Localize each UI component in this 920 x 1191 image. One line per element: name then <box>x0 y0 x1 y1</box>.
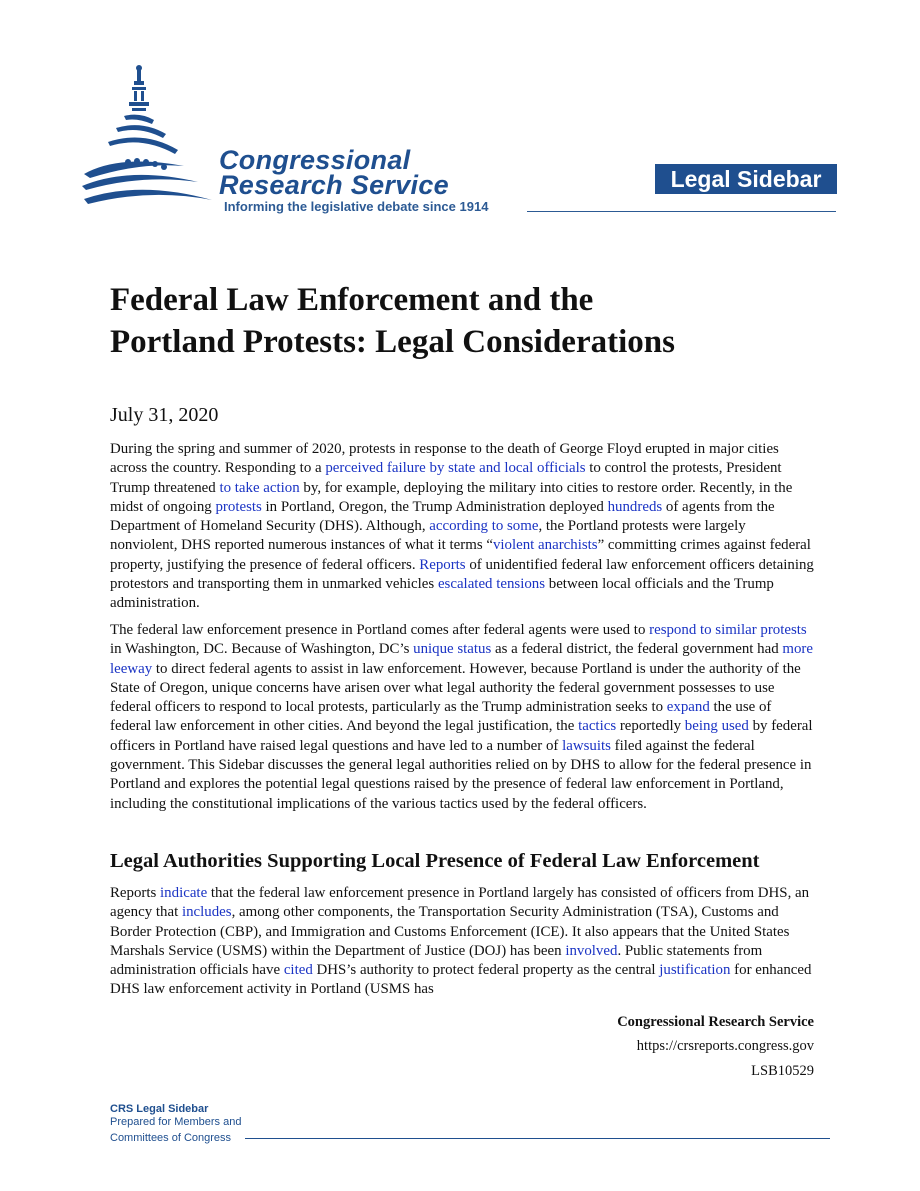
header-divider <box>527 211 836 212</box>
text-run: in Washington, DC. Because of Washington, DC’s <box>110 641 414 658</box>
text-run: filed against the federal government. This Sidebar discusses the general legal authorities relied on by DHS to allow for the federal presence in Portland and explores the potential legal questions raised by the presence of federal law enforcement in Portland, including the constitutional implications of the various tactics used by the federal officers. <box>110 737 812 812</box>
paragraph-1 <box>110 440 815 614</box>
footer-url[interactable]: https://crsreports.congress.gov <box>636 1038 814 1054</box>
capitol-dome-logo-icon <box>80 62 220 217</box>
paragraph-2 <box>110 621 815 814</box>
text-run: for enhanced DHS law enforcement activity in Portland (USMS has <box>110 962 812 998</box>
text-run: ” committing crimes against federal property, justifying the presence of federal officers. <box>110 537 811 573</box>
title-line-2: Portland Protests: Legal Considerations <box>110 324 675 360</box>
footer-org: Congressional Research Service <box>617 1014 814 1030</box>
text-run: by federal officers in Portland have raised legal questions and have led to a number of <box>110 718 813 754</box>
inline-link[interactable]: justification <box>659 962 731 979</box>
inline-link[interactable]: involved <box>565 942 618 959</box>
org-name-line1: Congressional <box>219 145 411 175</box>
title-line-1: Federal Law Enforcement and the <box>110 282 594 318</box>
inline-link[interactable]: violent anarchists <box>492 537 598 554</box>
inline-link[interactable]: tactics <box>578 718 617 735</box>
text-run: Reports <box>110 885 161 901</box>
legal-sidebar-badge: Legal Sidebar <box>655 164 837 194</box>
inline-link[interactable]: unique status <box>413 641 492 658</box>
text-run: to control the protests, President Trump threatened <box>110 460 782 496</box>
inline-link[interactable]: escalated tensions <box>437 576 546 593</box>
inline-link[interactable]: includes <box>181 904 232 921</box>
inline-link[interactable]: Reports <box>419 556 466 573</box>
footer-audience-2: Committees of Congress <box>110 1132 232 1144</box>
org-tagline: Informing the legislative debate since 1914 <box>224 199 489 214</box>
text-run: by, for example, deploying the military into cities to restore order. Recently, in the midst of ongoing <box>110 479 793 515</box>
document-title <box>110 279 830 363</box>
inline-link[interactable]: indicate <box>160 885 208 901</box>
inline-link[interactable]: being used <box>684 718 749 735</box>
footer-report-id: LSB10529 <box>751 1063 814 1079</box>
inline-link[interactable]: to take action <box>219 479 300 496</box>
document-date: July 31, 2020 <box>110 404 219 426</box>
text-run: The federal law enforcement presence in Portland comes after federal agents were used to <box>110 622 650 638</box>
paragraph-3 <box>110 884 815 1000</box>
text-run: the use of federal law enforcement in other cities. And beyond the legal justification, the <box>110 699 772 735</box>
text-run: of agents from the Department of Homeland Security (DHS). Although, <box>110 498 775 535</box>
inline-link[interactable]: respond to similar protests <box>649 622 807 638</box>
text-run: as a federal district, the federal government had <box>491 641 783 658</box>
footer-audience-1: Prepared for Members and <box>110 1116 242 1128</box>
text-run: , the Portland protests were largely nonviolent, DHS reported numerous instances of what it terms “ <box>110 518 746 554</box>
text-run: During the spring and summer of 2020, protests in response to the death of George Floyd erupted in major cities across the country. Responding to a <box>110 441 779 477</box>
text-run: that the federal law enforcement presence in Portland largely has consisted of officers from DHS, an agency that <box>110 885 810 921</box>
footer-divider <box>245 1138 830 1139</box>
inline-link[interactable]: expand <box>666 699 710 716</box>
text-run: of unidentified federal law enforcement officers detaining protestors and transporting them in unmarked vehicles <box>110 556 814 593</box>
org-name-line2: Research Service <box>219 170 449 200</box>
section-heading: Legal Authorities Supporting Local Presence of Federal Law Enforcement <box>110 850 760 872</box>
text-run: . Public statements from administration officials have <box>110 942 763 979</box>
text-run: in Portland, Oregon, the Trump Administration deployed <box>261 498 608 515</box>
inline-link[interactable]: perceived failure by state and local officials <box>325 460 586 477</box>
text-run: reportedly <box>616 718 685 735</box>
inline-link[interactable]: lawsuits <box>562 737 611 754</box>
inline-link[interactable]: hundreds <box>607 498 663 515</box>
inline-link[interactable]: protests <box>215 498 262 515</box>
text-run: DHS’s authority to protect federal property as the central <box>312 962 660 979</box>
text-run: to direct federal agents to assist in law enforcement. However, because Portland is under the authority of the State of Oregon, unique concerns have arisen over what legal authority the federal government possesses to use federal officers to respond to local protests, particularly as the Trump administration seeks to <box>110 660 801 716</box>
inline-link[interactable]: according to some <box>429 518 539 535</box>
footer-series: CRS Legal Sidebar <box>110 1103 209 1115</box>
inline-link[interactable]: cited <box>283 962 313 979</box>
inline-link[interactable]: more leeway <box>110 641 813 677</box>
text-run: between local officials and the Trump administration. <box>110 576 774 612</box>
text-run: , among other components, the Transportation Security Administration (TSA), Customs and Border Protection (CBP), and Immigration and Customs Enforcement (ICE). It also appears that the United States Marshals Service (USMS) within the Department of Justice (DOJ) has been <box>110 904 790 959</box>
